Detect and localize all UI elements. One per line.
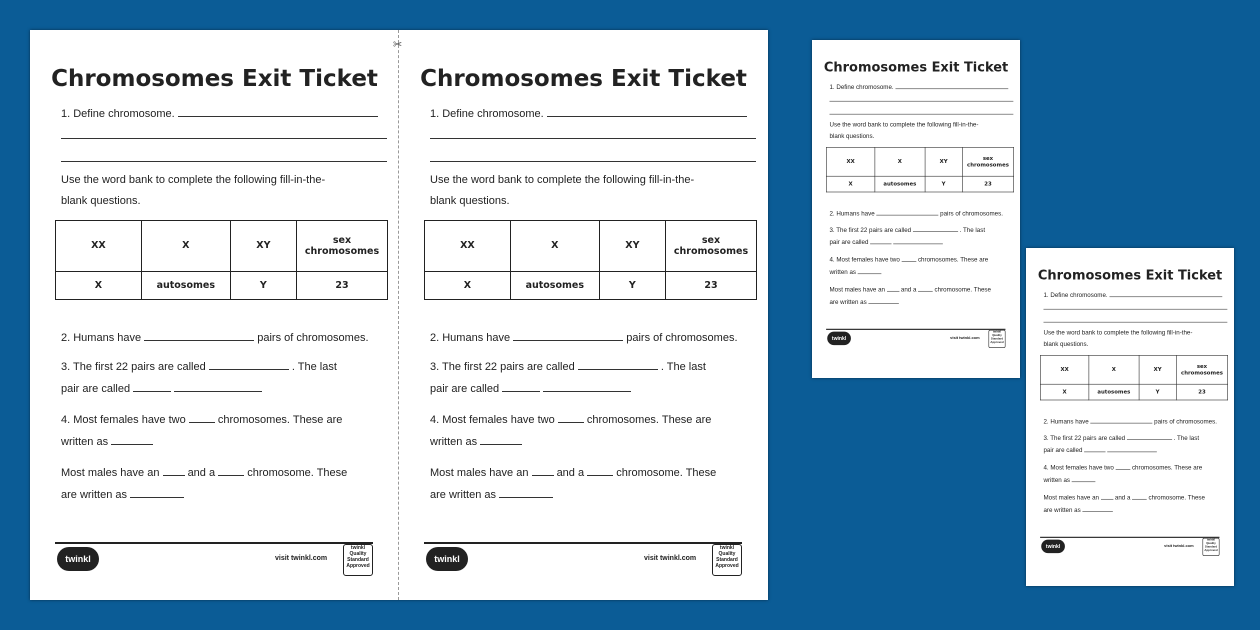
question-text: written as <box>829 268 857 276</box>
question-line <box>1043 417 1216 425</box>
footer-rule <box>826 329 1005 330</box>
question-line <box>61 359 337 373</box>
question-text: chromosomes. These are <box>586 414 712 426</box>
question-line <box>61 106 378 120</box>
answer-blank <box>858 268 882 274</box>
question-text: chromosomes. These are <box>917 256 989 264</box>
question-text: Most males have an <box>430 467 529 479</box>
word-bank-cell: sex chromosomes <box>1176 355 1227 384</box>
visit-link-text: visit twinkl.com <box>644 555 697 562</box>
answer-blank <box>1090 417 1152 423</box>
question-text: 3. The first 22 pairs are called <box>1043 434 1126 442</box>
answer-blank <box>189 412 215 423</box>
question-line <box>61 330 369 344</box>
question-line <box>61 465 347 479</box>
answer-line <box>430 161 756 162</box>
word-bank-cell: XY <box>1139 355 1176 384</box>
answer-blank <box>558 412 584 423</box>
question-line <box>61 434 153 448</box>
worksheet-page-large <box>30 30 768 600</box>
word-bank-row <box>425 221 757 272</box>
quality-badge-icon: twinkl Quality Standard Approved <box>712 544 742 576</box>
question-line <box>1043 291 1222 299</box>
quality-badge-icon: twinkl Quality Standard Approved <box>989 330 1006 348</box>
word-bank-cell: X <box>875 147 925 176</box>
answer-blank <box>130 487 184 498</box>
word-bank-cell: Y <box>599 271 665 299</box>
footer-rule <box>55 542 373 544</box>
twinkl-logo: twinkl <box>426 547 468 571</box>
word-bank-cell: XX <box>1040 355 1088 384</box>
question-text: Most males have an <box>61 467 160 479</box>
word-bank-cell: XX <box>425 221 511 272</box>
question-text: Most males have an <box>1043 494 1100 502</box>
word-bank-table <box>424 220 757 300</box>
question-text: and a <box>556 467 585 479</box>
word-bank-cell: autosomes <box>1089 384 1139 400</box>
question-text: 4. Most females have two <box>430 414 555 426</box>
question-line <box>829 83 1008 91</box>
answer-blank <box>163 465 185 476</box>
instructions: blank questions. <box>430 195 510 207</box>
word-bank-table <box>1040 355 1228 400</box>
question-line <box>1043 493 1204 501</box>
answer-line <box>829 114 1013 115</box>
exit-ticket <box>1026 248 1234 585</box>
word-bank-cell: 23 <box>1176 384 1227 400</box>
question-text: 3. The first 22 pairs are called <box>61 361 206 373</box>
worksheet-preview-small-2 <box>1026 248 1234 586</box>
answer-blank <box>887 285 899 291</box>
word-bank-cell: X <box>1040 384 1088 400</box>
answer-blank <box>1127 434 1172 440</box>
word-bank-cell: X <box>826 176 874 192</box>
footer-rule <box>1040 537 1219 538</box>
question-text: written as <box>61 436 109 448</box>
ticket-title: Chromosomes Exit Ticket <box>51 66 378 92</box>
scissors-icon: ✂ <box>393 39 403 51</box>
answer-blank <box>209 359 289 370</box>
question-line <box>430 412 711 426</box>
instructions: blank questions. <box>61 195 141 207</box>
word-bank-row <box>56 221 388 272</box>
answer-blank <box>174 381 262 392</box>
word-bank-cell: X <box>510 221 599 272</box>
answer-blank <box>218 465 244 476</box>
question-line <box>829 226 985 234</box>
twinkl-logo: twinkl <box>1041 540 1065 554</box>
word-bank-row <box>1040 355 1227 384</box>
question-text: are written as <box>829 298 867 306</box>
question-text: are written as <box>1043 506 1081 514</box>
word-bank-cell: sex chromosomes <box>297 221 388 272</box>
question-line <box>1043 446 1156 454</box>
answer-blank <box>587 465 613 476</box>
ticket-title: Chromosomes Exit Ticket <box>420 66 747 92</box>
answer-blank <box>547 106 747 117</box>
question-text: . The last <box>291 361 337 373</box>
question-text: 2. Humans have <box>430 332 511 344</box>
answer-blank <box>1082 506 1112 512</box>
question-text: 3. The first 22 pairs are called <box>430 361 575 373</box>
word-bank-cell: 23 <box>962 176 1013 192</box>
answer-line <box>61 161 387 162</box>
question-text: 1. Define chromosome. <box>430 108 544 120</box>
word-bank-cell: X <box>56 271 142 299</box>
word-bank-cell: 23 <box>297 271 388 299</box>
word-bank-cell: XY <box>925 147 962 176</box>
question-text: pair are called <box>430 383 500 395</box>
instructions: Use the word bank to complete the following fill-in-the- <box>430 174 695 186</box>
question-text: pair are called <box>1043 447 1083 454</box>
answer-blank <box>1107 446 1157 452</box>
word-bank-table <box>826 147 1014 192</box>
answer-blank <box>502 381 540 392</box>
question-text: 2. Humans have <box>61 332 142 344</box>
question-line <box>1043 476 1095 484</box>
question-text: pairs of chromosomes. <box>626 332 738 344</box>
answer-blank <box>1116 463 1131 469</box>
question-line <box>430 330 738 344</box>
quality-badge-icon: twinkl Quality Standard Approved <box>1203 538 1220 556</box>
question-text: chromosomes. These are <box>1131 464 1203 472</box>
answer-line <box>1043 322 1227 323</box>
question-text: . The last <box>660 361 706 373</box>
worksheet-preview-small-1 <box>812 40 1020 378</box>
answer-blank <box>918 285 933 291</box>
word-bank-cell: 23 <box>666 271 757 299</box>
answer-blank <box>532 465 554 476</box>
instructions: Use the word bank to complete the following fill-in-the- <box>829 121 979 128</box>
answer-blank <box>178 106 378 117</box>
question-line <box>829 285 990 293</box>
word-bank-row <box>826 147 1013 176</box>
word-bank-cell: XY <box>599 221 665 272</box>
answer-line <box>829 101 1013 102</box>
question-line <box>1043 434 1199 442</box>
question-text: are written as <box>61 489 128 501</box>
word-bank-row <box>56 271 388 299</box>
word-bank-row <box>1040 384 1227 400</box>
word-bank-cell: X <box>425 271 511 299</box>
visit-link-text: visit twinkl.com <box>1164 544 1194 549</box>
answer-blank <box>902 255 917 261</box>
instructions: blank questions. <box>829 133 875 140</box>
instructions: Use the word bank to complete the following fill-in-the- <box>61 174 326 186</box>
word-bank-row <box>826 176 1013 192</box>
instructions: blank questions. <box>1043 341 1089 348</box>
answer-line <box>61 138 387 139</box>
twinkl-logo: twinkl <box>827 332 851 346</box>
answer-blank <box>111 434 153 445</box>
question-line <box>829 209 1002 217</box>
answer-blank <box>543 381 631 392</box>
answer-blank <box>876 209 938 215</box>
question-text: 1. Define chromosome. <box>1043 291 1108 299</box>
ticket-title: Chromosomes Exit Ticket <box>823 60 1009 75</box>
word-bank-cell: sex chromosomes <box>666 221 757 272</box>
instructions: Use the word bank to complete the following fill-in-the- <box>1043 329 1193 336</box>
exit-ticket <box>812 40 1020 377</box>
question-text: chromosome. These <box>247 467 348 479</box>
question-text: 1. Define chromosome. <box>61 108 175 120</box>
question-line <box>61 381 262 395</box>
word-bank-cell: Y <box>1139 384 1176 400</box>
question-text: chromosome. These <box>934 286 991 294</box>
answer-blank <box>133 381 171 392</box>
question-text: chromosome. These <box>616 467 717 479</box>
word-bank-cell: X <box>1089 355 1139 384</box>
question-line <box>61 412 342 426</box>
word-bank-cell: Y <box>230 271 296 299</box>
answer-blank <box>480 434 522 445</box>
answer-blank <box>868 298 898 304</box>
answer-blank <box>913 226 958 232</box>
question-text: are written as <box>430 489 497 501</box>
answer-blank <box>1084 446 1105 452</box>
question-text: . The last <box>959 226 986 234</box>
word-bank-cell: autosomes <box>875 176 925 192</box>
word-bank-cell: Y <box>925 176 962 192</box>
exit-ticket <box>30 30 399 600</box>
question-text: 4. Most females have two <box>829 256 900 264</box>
question-text: and a <box>900 286 917 294</box>
question-text: pairs of chromosomes. <box>1154 418 1217 426</box>
question-line <box>430 465 716 479</box>
question-text: 1. Define chromosome. <box>829 83 894 91</box>
word-bank-cell: XX <box>826 147 874 176</box>
question-text: chromosomes. These are <box>217 414 343 426</box>
answer-line <box>1043 309 1227 310</box>
question-text: written as <box>1043 476 1071 484</box>
answer-blank <box>1101 493 1113 499</box>
visit-link-text: visit twinkl.com <box>950 336 980 341</box>
word-bank-table <box>55 220 388 300</box>
question-line <box>1043 463 1202 471</box>
answer-blank <box>1072 476 1096 482</box>
word-bank-row <box>425 271 757 299</box>
question-line <box>430 434 522 448</box>
answer-blank <box>1132 493 1147 499</box>
word-bank-cell: sex chromosomes <box>962 147 1013 176</box>
word-bank-cell: XX <box>56 221 142 272</box>
question-line <box>430 359 706 373</box>
question-text: 2. Humans have <box>1043 418 1089 426</box>
answer-blank <box>513 330 623 341</box>
question-text: written as <box>430 436 478 448</box>
question-text: 4. Most females have two <box>61 414 186 426</box>
question-text: pairs of chromosomes. <box>940 210 1003 218</box>
exit-ticket <box>399 30 768 600</box>
answer-blank <box>895 83 1008 89</box>
question-text: and a <box>187 467 216 479</box>
word-bank-cell: XY <box>230 221 296 272</box>
question-text: pairs of chromosomes. <box>257 332 369 344</box>
question-line <box>430 487 553 501</box>
question-text: 4. Most females have two <box>1043 464 1114 472</box>
question-line <box>430 381 631 395</box>
twinkl-logo: twinkl <box>57 547 99 571</box>
question-text: and a <box>1114 494 1131 502</box>
quality-badge-icon: twinkl Quality Standard Approved <box>343 544 373 576</box>
answer-blank <box>144 330 254 341</box>
question-text: pair are called <box>61 383 131 395</box>
answer-blank <box>499 487 553 498</box>
question-line <box>829 268 881 276</box>
answer-blank <box>870 238 891 244</box>
question-text: . The last <box>1173 434 1200 442</box>
answer-line <box>430 138 756 139</box>
answer-blank <box>893 238 943 244</box>
ticket-title: Chromosomes Exit Ticket <box>1037 268 1223 283</box>
question-line <box>829 298 898 306</box>
word-bank-cell: autosomes <box>510 271 599 299</box>
question-text: 2. Humans have <box>829 210 875 218</box>
answer-blank <box>578 359 658 370</box>
question-text: 3. The first 22 pairs are called <box>829 226 912 234</box>
question-text: chromosome. These <box>1148 494 1205 502</box>
question-line <box>1043 506 1112 514</box>
question-line <box>829 255 988 263</box>
question-text: pair are called <box>829 239 869 246</box>
word-bank-cell: autosomes <box>141 271 230 299</box>
question-line <box>61 487 184 501</box>
visit-link-text: visit twinkl.com <box>275 555 328 562</box>
footer-rule <box>424 542 742 544</box>
answer-blank <box>1109 291 1222 297</box>
word-bank-cell: X <box>141 221 230 272</box>
question-text: Most males have an <box>829 286 886 294</box>
question-line <box>829 238 942 246</box>
question-line <box>430 106 747 120</box>
